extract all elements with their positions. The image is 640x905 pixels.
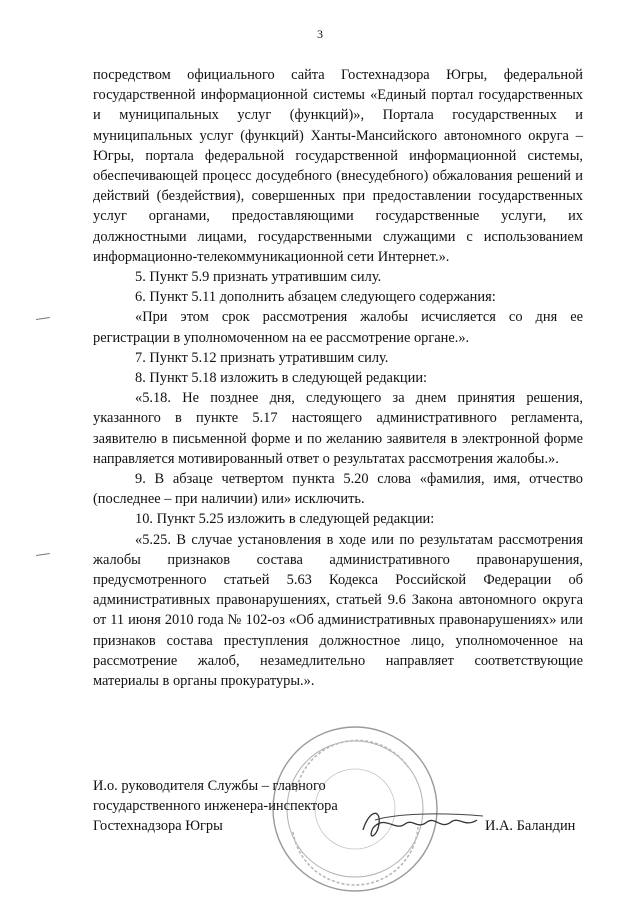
document-body: [93, 65, 583, 691]
margin-mark: [36, 317, 50, 320]
paragraph-quote-5-25: «5.25. В случае установления в ходе или по результатам рассмотрения жалобы признаков состава административного правонарушения, предусмотренного статьей 5.63 Кодекса Российской Федерации об административных правонарушениях, статьей 9.6 Закона автономного округа от 11 июня 2010 года № 102-оз «Об административных правонарушениях» или признаков состава преступления должностное лицо, уполномоченное на рассмотрение жалоб, незамедлительно направляет соответствующие материалы в органы прокуратуры.».: [93, 531, 583, 690]
paragraph-item-7: 7. Пункт 5.12 признать утратившим силу.: [135, 349, 389, 366]
signatory-position-line: И.о. руководителя Службы – главного: [93, 778, 326, 794]
paragraph-item-6: 6. Пункт 5.11 дополнить абзацем следующего содержания:: [135, 289, 496, 306]
paragraph-item-10: 10. Пункт 5.25 изложить в следующей редакции:: [135, 511, 435, 528]
signatory-position: [93, 776, 338, 837]
paragraph-item-5: 5. Пункт 5.9 признать утратившим силу.: [135, 269, 382, 286]
signatory-name: И.А. Баландин: [485, 818, 576, 834]
paragraph-continuation: посредством официального сайта Гостехнадзора Югры, федеральной государственной информационной системы «Единый портал государственных и муниципальных услуг (функций)», Портала государственных и муниципальных услуг (функций) Ханты-Мансийского автономного округа – Югры, портала федеральной государственной информационной системы, обеспечивающей процесс досудебного (внесудебного) обжалования решений и действий (бездействия), совершенных при предоставлении государственных услуг органами, предоставляющими государственные услуги, их должностными лицами, государственными служащими с использованием информационно-телекоммуникационной сети Интернет.».: [93, 67, 583, 265]
handwritten-signature: [355, 800, 495, 850]
signatory-position-line: государственного инженера-инспектора: [93, 798, 338, 815]
signatory-position-line: Гостехнадзора Югры: [93, 818, 223, 835]
page-number: 3: [317, 27, 323, 41]
paragraph-quote-5-11: «При этом срок рассмотрения жалобы исчисляется со дня ее регистрации в уполномоченном на ее рассмотрение органе.».: [93, 309, 583, 346]
paragraph-item-8: 8. Пункт 5.18 изложить в следующей редакции:: [135, 370, 428, 387]
paragraph-quote-5-18: «5.18. Не позднее дня, следующего за днем принятия решения, указанного в пункте 5.17 настоящего административного регламента, заявителю в письменной форме и по желанию заявителя в электронной форме направляется мотивированный ответ о результатах рассмотрения жалобы.».: [93, 390, 583, 467]
paragraph-item-9: 9. В абзаце четвертом пункта 5.20 слова «фамилия, имя, отчество (последнее – при наличии) или» исключить.: [93, 471, 583, 508]
margin-mark: [36, 553, 50, 556]
